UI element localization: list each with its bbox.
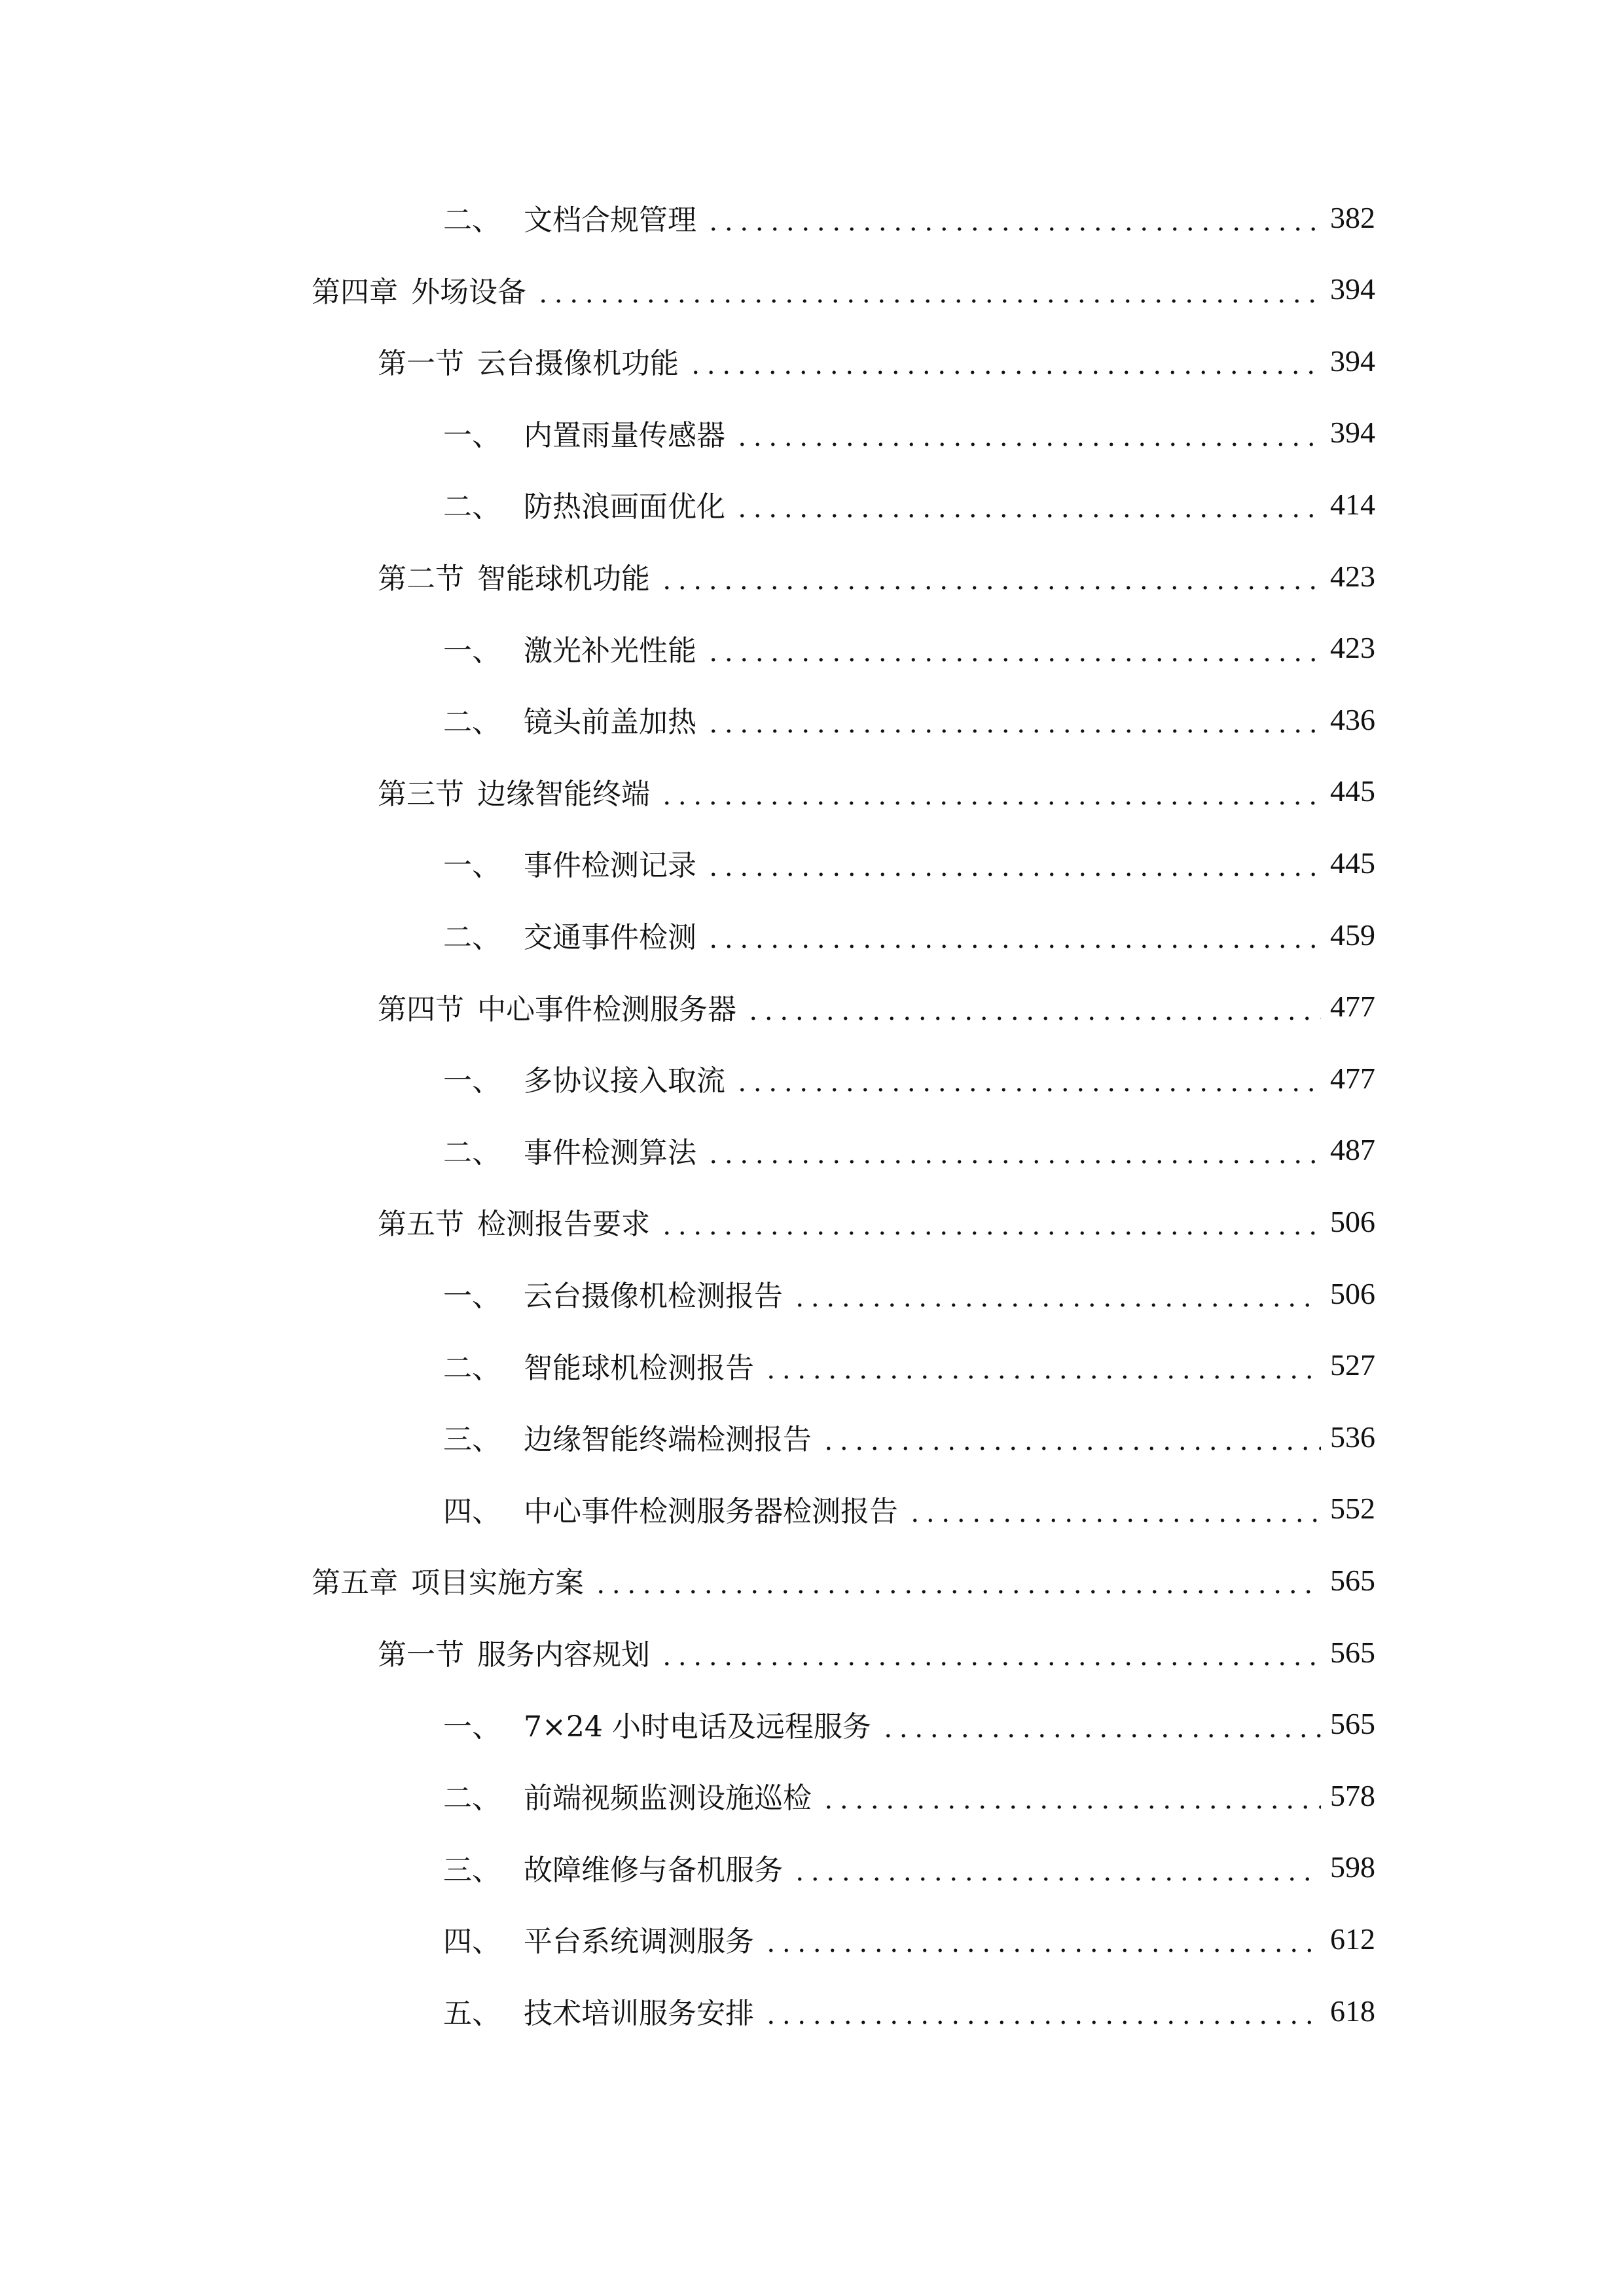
toc-number: 四、 <box>443 1494 501 1528</box>
toc-section[interactable] <box>378 986 1375 1028</box>
toc-title: 文档合规管理 <box>524 204 696 237</box>
toc-title: 故障维修与备机服务 <box>524 1853 783 1887</box>
toc-number: 二、 <box>443 706 501 740</box>
dot-leader <box>659 1207 1321 1236</box>
toc-page-number: 394 <box>1330 416 1375 450</box>
toc-page-number: 612 <box>1330 1922 1375 1956</box>
toc-number: 第五章 <box>312 1566 398 1600</box>
toc-item[interactable] <box>443 1990 1375 2032</box>
toc-number: 第二节 <box>378 562 464 596</box>
toc-page-number: 552 <box>1330 1492 1375 1526</box>
toc-number: 第三节 <box>378 777 464 811</box>
toc-item[interactable] <box>443 1057 1375 1099</box>
toc-item[interactable] <box>443 1703 1375 1745</box>
toc-number: 一、 <box>443 634 501 668</box>
dot-leader <box>535 275 1321 304</box>
toc-number: 第四节 <box>378 992 464 1026</box>
toc-number: 第一节 <box>378 347 464 381</box>
dot-leader <box>706 634 1321 662</box>
dot-leader <box>706 1136 1321 1164</box>
toc-title: 前端视频监测设施巡检 <box>524 1782 812 1816</box>
toc-title: 技术培训服务安排 <box>524 1997 754 2030</box>
toc-title: 服务内容规划 <box>477 1638 650 1672</box>
toc-title: 云台摄像机检测报告 <box>524 1280 783 1313</box>
toc-page-number: 598 <box>1330 1850 1375 1884</box>
toc-title: 激光补光性能 <box>524 634 696 668</box>
dot-leader <box>593 1566 1321 1594</box>
dot-leader <box>688 346 1321 375</box>
toc-title: 多协议接入取流 <box>524 1064 725 1098</box>
toc-page-number: 487 <box>1330 1133 1375 1167</box>
toc-page-number: 394 <box>1330 344 1375 378</box>
dot-leader <box>734 490 1321 518</box>
toc-title: 智能球机检测报告 <box>524 1351 754 1385</box>
toc-title: 7×24 小时电话及远程服务 <box>524 1710 871 1744</box>
toc-item[interactable] <box>443 627 1375 669</box>
dot-leader <box>821 1422 1321 1451</box>
toc-chapter[interactable] <box>312 268 1375 310</box>
toc-chapter[interactable] <box>312 1559 1375 1601</box>
dot-leader <box>706 203 1321 232</box>
toc-section[interactable] <box>378 1200 1375 1242</box>
toc-item[interactable] <box>443 1488 1375 1530</box>
dot-leader <box>792 1853 1321 1882</box>
toc-page-number: 423 <box>1330 631 1375 665</box>
dot-leader <box>659 1638 1321 1666</box>
toc-page-number: 382 <box>1330 200 1375 234</box>
toc-number: 一、 <box>443 1280 501 1313</box>
toc-number: 五、 <box>443 1997 501 2030</box>
dot-leader <box>734 1064 1321 1092</box>
toc-number: 一、 <box>443 1710 501 1744</box>
toc-item[interactable] <box>443 1416 1375 1458</box>
toc-page-number: 394 <box>1330 272 1375 306</box>
toc-number: 一、 <box>443 418 501 452</box>
dot-leader <box>706 848 1321 877</box>
toc-title: 项目实施方案 <box>411 1566 584 1600</box>
dot-leader <box>763 1351 1321 1380</box>
dot-leader <box>792 1279 1321 1308</box>
toc-page-number: 578 <box>1330 1778 1375 1812</box>
toc-page-number: 423 <box>1330 559 1375 593</box>
toc-number: 二、 <box>443 490 501 524</box>
toc-title: 检测报告要求 <box>477 1208 650 1242</box>
toc-page-number: 436 <box>1330 702 1375 736</box>
toc-number: 第四章 <box>312 275 398 309</box>
toc-item[interactable] <box>443 196 1375 238</box>
toc-number: 二、 <box>443 921 501 954</box>
toc-item[interactable] <box>443 842 1375 884</box>
toc-page-number: 506 <box>1330 1204 1375 1238</box>
toc-item[interactable] <box>443 1774 1375 1816</box>
toc-item[interactable] <box>443 1272 1375 1314</box>
toc-page-number: 527 <box>1330 1348 1375 1382</box>
toc-number: 四、 <box>443 1925 501 1959</box>
toc-page-number: 565 <box>1330 1635 1375 1669</box>
toc-title: 云台摄像机功能 <box>477 347 679 381</box>
toc-title: 事件检测记录 <box>524 849 696 883</box>
dot-leader <box>706 920 1321 949</box>
toc-title: 边缘智能终端检测报告 <box>524 1423 812 1457</box>
toc-title: 防热浪画面优化 <box>524 490 725 524</box>
dot-leader <box>706 705 1321 734</box>
toc-number: 三、 <box>443 1423 501 1457</box>
dot-leader <box>763 1924 1321 1953</box>
toc-item[interactable] <box>443 1129 1375 1171</box>
toc-title: 镜头前盖加热 <box>524 706 696 740</box>
toc-number: 一、 <box>443 849 501 883</box>
toc-section[interactable] <box>378 770 1375 812</box>
dot-leader <box>746 992 1321 1021</box>
toc-number: 第五节 <box>378 1208 464 1242</box>
toc-title: 智能球机功能 <box>477 562 650 596</box>
toc-page-number: 459 <box>1330 918 1375 952</box>
toc-item[interactable] <box>443 914 1375 956</box>
toc-page-number: 445 <box>1330 774 1375 808</box>
toc-item[interactable] <box>443 1344 1375 1386</box>
toc-item[interactable] <box>443 1846 1375 1888</box>
dot-leader <box>734 418 1321 447</box>
toc-page-number: 477 <box>1330 1061 1375 1095</box>
toc-page-number: 506 <box>1330 1276 1375 1310</box>
toc-page-number: 414 <box>1330 487 1375 521</box>
toc-title: 外场设备 <box>411 275 526 309</box>
toc-title: 交通事件检测 <box>524 921 696 954</box>
toc-item[interactable] <box>443 483 1375 525</box>
toc-number: 一、 <box>443 1064 501 1098</box>
dot-leader <box>763 1996 1321 2025</box>
toc-number: 二、 <box>443 204 501 237</box>
toc-item[interactable] <box>443 698 1375 740</box>
toc-number: 第一节 <box>378 1638 464 1672</box>
toc-page-number: 565 <box>1330 1707 1375 1741</box>
toc-title: 中心事件检测服务器 <box>477 992 736 1026</box>
toc-page-number: 536 <box>1330 1420 1375 1454</box>
toc-title: 事件检测算法 <box>524 1136 696 1170</box>
toc-page-number: 445 <box>1330 846 1375 880</box>
toc-item[interactable] <box>443 412 1375 454</box>
toc-section[interactable] <box>378 1631 1375 1673</box>
toc-number: 二、 <box>443 1136 501 1170</box>
toc-page-number: 618 <box>1330 1994 1375 2028</box>
toc-number: 三、 <box>443 1853 501 1887</box>
toc-number: 二、 <box>443 1351 501 1385</box>
toc-item[interactable] <box>443 1918 1375 1960</box>
dot-leader <box>907 1494 1321 1523</box>
dot-leader <box>659 562 1321 590</box>
toc-number: 二、 <box>443 1782 501 1816</box>
toc-page-number: 565 <box>1330 1563 1375 1597</box>
toc-title: 中心事件检测服务器检测报告 <box>524 1494 898 1528</box>
dot-leader <box>821 1781 1321 1810</box>
toc-title: 平台系统调测服务 <box>524 1925 754 1959</box>
toc-page-number: 477 <box>1330 990 1375 1024</box>
toc-title: 边缘智能终端 <box>477 777 650 811</box>
dot-leader <box>880 1710 1321 1738</box>
toc-section[interactable] <box>378 340 1375 382</box>
dot-leader <box>659 777 1321 806</box>
toc-section[interactable] <box>378 555 1375 597</box>
toc-title: 内置雨量传感器 <box>524 418 725 452</box>
